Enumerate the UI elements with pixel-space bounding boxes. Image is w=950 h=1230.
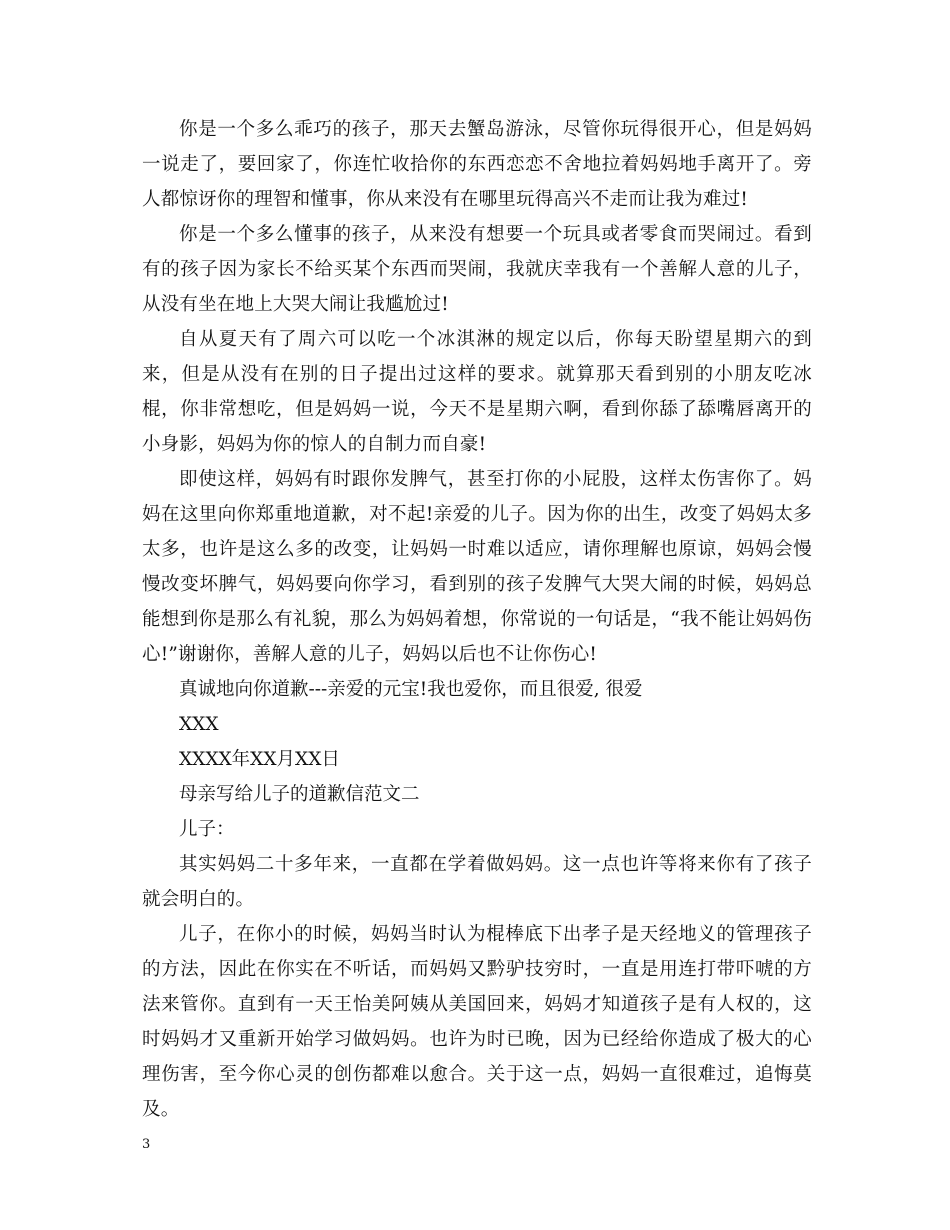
page-number: 3 [142, 1137, 151, 1152]
paragraph-apology: 即使这样，妈妈有时跟你发脾气，甚至打你的小屁股，这样太伤害你了。妈妈在这里向你郑重地道歉，对不起!亲爱的儿子。因为你的出生，改变了妈妈太多太多，也许是这么多的改变，让妈妈一时难以适应，请你理解也原谅，妈妈会慢慢改变坏脾气，妈妈要向你学习，看到别的孩子发脾气大哭大闹的时候，妈妈总能想到你是那么有礼貌，那么为妈妈着想，你常说的一句话是，“我不能让妈妈伤心!”谢谢你，善解人意的儿子，妈妈以后也不让你伤心! [142, 469, 812, 665]
paragraph-swimming: 你是一个多么乖巧的孩子，那天去蟹岛游泳，尽管你玩得很开心，但是妈妈一说走了，要回家了，你连忙收拾你的东西恋恋不舍地拉着妈妈地手离开了。旁人都惊讶你的理智和懂事，你从来没有在哪里玩得高兴不走而让我为难过! [142, 119, 812, 210]
letter-date: XXXX年XX月XX日 [179, 749, 340, 770]
paragraph-regret: 儿子，在你小的时候，妈妈当时认为棍棒底下出孝子是天经地义的管理孩子的方法，因此在你实在不听话，而妈妈又黔驴技穷时，一直是用连打带吓唬的方法来管你。直到有一天王怡美阿姨从美国回来，妈妈才知道孩子是有人权的，这时妈妈才又重新开始学习做妈妈。也许为时已晚，因为已经给你造成了极大的心理伤害，至今你心灵的创伤都难以愈合。关于这一点，妈妈一直很难过，追悔莫及。 [142, 924, 812, 1120]
paragraph-ice-cream: 自从夏天有了周六可以吃一个冰淇淋的规定以后，你每天盼望星期六的到来，但是从没有在别的日子提出过这样的要求。就算那天看到别的小朋友吃冰棍，你非常想吃，但是妈妈一说，今天不是星期六啊，看到你舔了舔嘴唇离开的小身影，妈妈为你的惊人的自制力而自豪! [142, 329, 812, 455]
paragraph-sensible: 你是一个多么懂事的孩子，从来没有想要一个玩具或者零食而哭闹过。看到有的孩子因为家长不给买某个东西而哭闹，我就庆幸我有一个善解人意的儿子，从没有坐在地上大哭大闹让我尴尬过! [142, 224, 812, 315]
section-title: 母亲写给儿子的道歉信范文二 [179, 784, 420, 805]
closing-line: 真诚地向你道歉---亲爱的元宝!我也爱你，而且很爱, 很爱 [179, 679, 643, 700]
salutation: 儿子： [179, 819, 235, 840]
signature: XXX [179, 714, 219, 735]
letter-body [142, 112, 812, 1127]
paragraph-learning: 其实妈妈二十多年来，一直都在学着做妈妈。这一点也许等将来你有了孩子就会明白的。 [142, 854, 812, 910]
